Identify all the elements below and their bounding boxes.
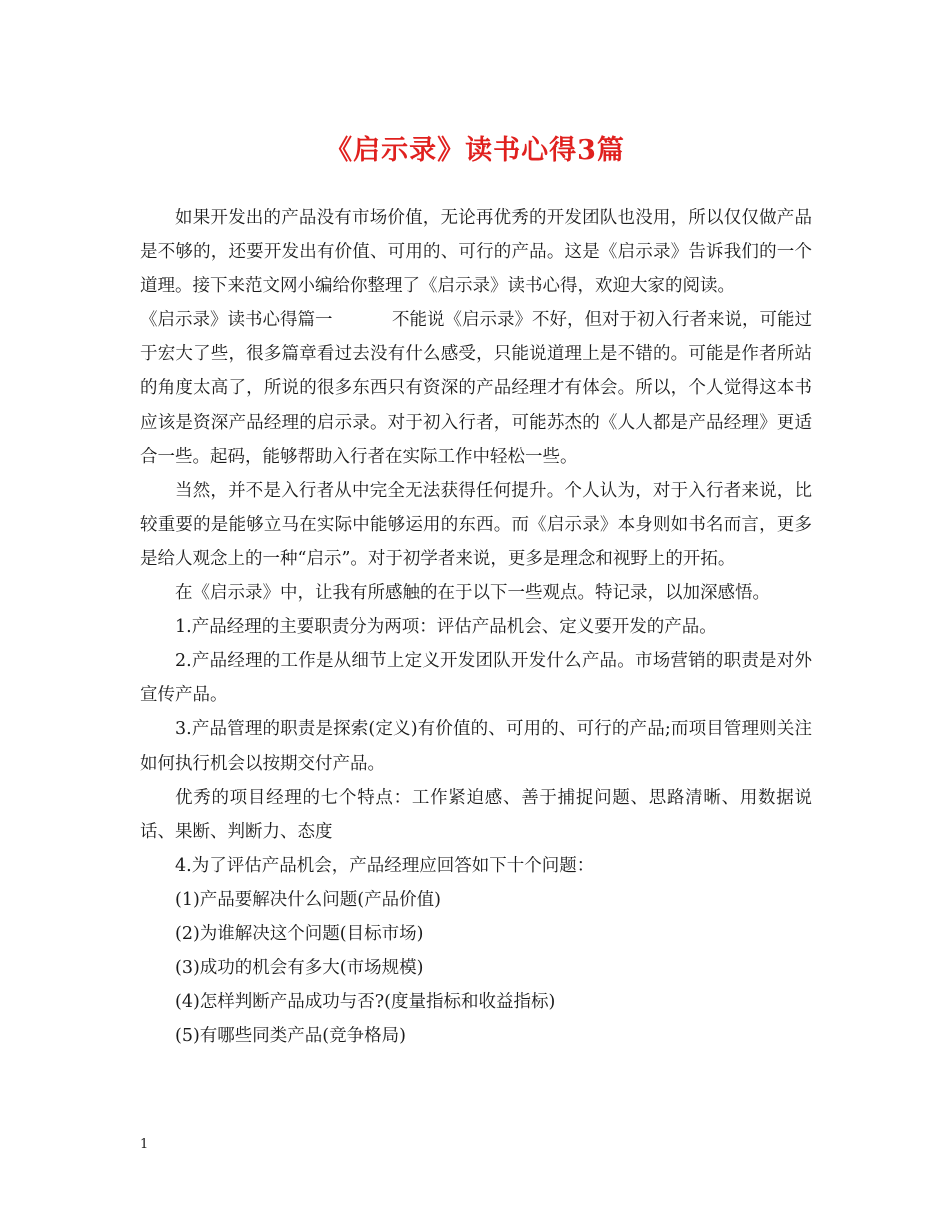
- sub-list-item: (2)为谁解决这个问题(目标市场): [175, 923, 424, 944]
- sub-list-item: (3)成功的机会有多大(市场规模): [175, 958, 424, 979]
- body-paragraph: 当然，并不是入行者从中完全无法获得任何提升。个人认为，对于入行者来说，比较重要的是能够立马在实际中能够运用的东西。而《启示录》本身则如书名而言，更多是给人观念上的一种“启示”。对于初学者来说，更多是理念和视野上的开拓。: [140, 480, 812, 569]
- body-paragraph: 在《启示录》中，让我有所感触的在于以下一些观点。特记录，以加深感悟。: [175, 583, 770, 604]
- sub-list-item: (5)有哪些同类产品(竞争格局): [175, 1026, 406, 1047]
- list-item: 1.产品经理的主要职责分为两项：评估产品机会、定义要开发的产品。: [175, 617, 717, 638]
- sub-list-item: (4)怎样判断产品成功与否?(度量指标和收益指标): [175, 992, 556, 1013]
- page-number: 1: [140, 1137, 149, 1152]
- list-item: 2.产品经理的工作是从细节上定义开发团队开发什么产品。市场营销的职责是对外宣传产品。: [140, 651, 812, 706]
- body-paragraph: 优秀的项目经理的七个特点：工作紧迫感、善于捕捉问题、思路清晰、用数据说话、果断、判断力、态度: [140, 787, 812, 842]
- section-one-paragraph: [140, 303, 812, 473]
- document-title: 《启示录》读书心得3篇: [325, 135, 625, 166]
- intro-paragraph: 如果开发出的产品没有市场价值，无论再优秀的开发团队也没用，所以仅仅做产品是不够的，还要开发出有价值、可用的、可行的产品。这是《启示录》告诉我们的一个道理。接下来范文网小编给你整理了《启示录》读书心得，欢迎大家的阅读。: [140, 208, 812, 297]
- list-item: 3.产品管理的职责是探索(定义)有价值的、可用的、可行的产品;而项目管理则关注如何执行机会以按期交付产品。: [140, 719, 812, 774]
- list-item: 4.为了评估产品机会，产品经理应回答如下十个问题：: [175, 855, 595, 876]
- section-lead-text: 不能说《启示录》不好，但对于初入行者来说，可能过于宏大了些，很多篇章看过去没有什么感受，只能说道理上是不错的。可能是作者所站的角度太高了，所说的很多东西只有资深的产品经理才有体会。所以，个人觉得这本书应该是资深产品经理的启示录。对于初入行者，可能苏杰的《人人都是产品经理》更适合一些。起码，能够帮助入行者在实际工作中轻松一些。: [140, 310, 812, 467]
- document-body: [140, 201, 812, 1053]
- sub-list-item: (1)产品要解决什么问题(产品价值): [175, 889, 441, 910]
- section-heading: 《启示录》读书心得篇一: [140, 310, 333, 331]
